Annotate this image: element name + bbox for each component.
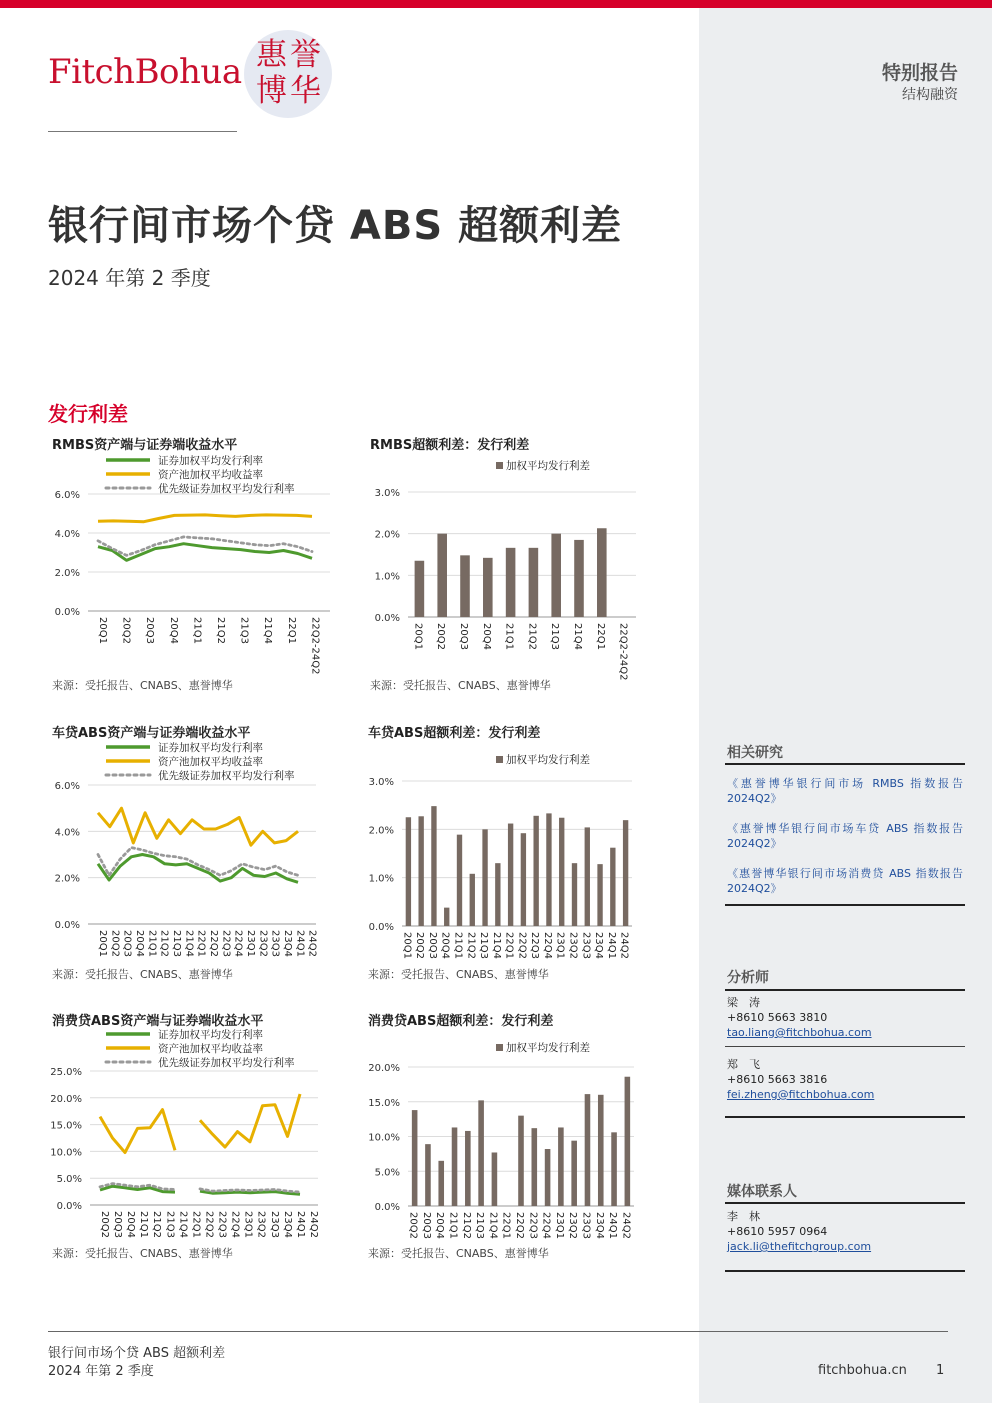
y-tick-label: 10.0% [50,1147,82,1159]
x-tick-label: 20Q4 [439,932,451,959]
sidebar-rule [725,904,965,906]
bar [585,827,590,926]
y-tick-label: 20.0% [368,1063,400,1074]
analyst-card [727,995,872,1040]
x-tick-label: 20Q2 [407,1212,419,1239]
legend-label: 加权平均发行利差 [506,460,590,472]
related-report-link[interactable]: 《惠誉博华银行间市场消费贷 ABS 指数报告 2024Q2》 [727,867,963,895]
analyst-name: 梁 涛 [727,996,760,1009]
y-tick-label: 10.0% [368,1132,400,1144]
y-tick-label: 0.0% [54,920,80,931]
sidebar-rule [725,1046,965,1047]
bar [551,534,561,617]
chart-consumer-spread [362,1030,662,1244]
x-tick-label: 21Q1 [138,1211,150,1238]
footer-title-line: 银行间市场个贷 ABS 超额利差 [48,1346,226,1361]
analysts-heading: 分析师 [727,970,769,986]
media-contact-name: 李 林 [727,1210,760,1223]
legend-label: 优先级证券加权平均发行利率 [158,1057,295,1069]
y-tick-label: 25.0% [50,1067,82,1078]
bar [470,874,475,926]
bar [598,1095,604,1206]
x-tick-label: 20Q2 [99,1211,110,1238]
legend-label: 加权平均发行利差 [506,1042,590,1054]
x-tick-label: 23Q1 [242,1211,254,1238]
legend-label: 资产池加权平均收益率 [158,756,263,768]
bar [438,1161,444,1206]
x-tick-label: 21Q4 [183,930,195,957]
x-tick-label: 22Q3 [220,930,232,957]
x-tick-label: 21Q4 [490,932,502,959]
x-tick-label: 20Q2 [435,623,447,650]
bar [457,835,462,926]
legend-swatch [496,756,503,763]
footer-title [48,1345,225,1381]
footer-period-line: 2024 年第 2 季度 [48,1364,154,1379]
y-tick-label: 5.0% [374,1167,400,1179]
x-tick-label: 21Q3 [171,930,182,957]
sidebar-rule [725,1116,965,1118]
bar [406,817,411,926]
legend-label: 加权平均发行利差 [506,754,590,766]
bar [532,1128,538,1206]
x-tick-label: 20Q3 [121,930,133,957]
chart-auto-spread [362,744,662,964]
media-contact-card [727,1209,871,1254]
x-tick-label: 23Q4 [593,932,605,959]
x-tick-label: 21Q2 [460,1212,472,1239]
x-tick-label: 20Q4 [125,1211,137,1238]
brand-seal [244,30,332,118]
x-tick-label: 24Q2 [620,1212,632,1239]
x-tick-label: 21Q1 [447,1212,459,1239]
bar [572,863,577,926]
x-tick-label: 21Q3 [164,1211,176,1238]
y-tick-label: 20.0% [50,1093,82,1105]
x-tick-label: 22Q1 [594,623,606,650]
x-tick-label: 20Q4 [434,1212,446,1239]
chart-title: RMBS超额利差：发行利差 [370,438,530,453]
x-tick-label: 20Q1 [97,930,108,957]
footer-rule [48,1331,948,1332]
legend-label: 优先级证券加权平均发行利率 [158,770,295,782]
bar [465,1131,471,1206]
x-tick-label: 22Q1 [500,1212,512,1239]
bar [558,1127,564,1206]
bar [625,1077,631,1206]
x-tick-label: 22Q3 [527,1212,539,1239]
x-tick-label: 21Q3 [549,623,561,650]
x-tick-label: 22Q2 [514,1212,525,1239]
x-tick-label: 23Q3 [580,1212,592,1239]
bar [460,555,470,617]
seal-char: 博 [256,73,287,109]
bar [518,1116,524,1206]
x-tick-label: 20Q4 [134,930,145,957]
chart-title: RMBS资产端与证券端收益水平 [52,438,238,453]
bar [611,1132,617,1206]
y-tick-label: 2.0% [54,873,80,885]
x-tick-label: 20Q3 [458,623,469,650]
series-line [100,1110,175,1153]
x-tick-label: 23Q4 [281,1211,293,1238]
y-tick-label: 0.0% [56,1201,82,1212]
sidebar-rule [725,989,965,991]
related-report-link[interactable]: 《惠誉博华银行间市场车贷 ABS 指数报告 2024Q2》 [727,822,963,850]
analyst-name: 郑 飞 [727,1058,760,1071]
x-tick-label: 23Q3 [580,932,592,959]
legend-label: 资产池加权平均收益率 [158,469,263,481]
series-line [98,544,312,561]
legend-swatch [496,462,503,469]
bar [452,1127,458,1206]
bar [597,864,602,926]
series-line [200,1189,300,1192]
bar [506,548,516,617]
bar [482,829,487,926]
x-tick-label: 21Q4 [262,617,274,644]
bar [623,820,628,926]
x-tick-label: 20Q3 [420,1212,432,1239]
x-tick-label: 23Q1 [554,932,566,959]
y-tick-label: 15.0% [50,1120,82,1132]
y-tick-label: 2.0% [368,825,394,837]
x-tick-label: 24Q2 [618,932,630,959]
report-type: 特别报告 [881,62,958,84]
bar [418,816,423,926]
legend-swatch [496,1044,503,1051]
y-tick-label: 5.0% [56,1174,82,1186]
bar [425,1144,431,1206]
y-tick-label: 0.0% [374,1202,400,1213]
bar [571,1141,577,1206]
x-tick-label: 21Q3 [474,1212,486,1239]
x-tick-label: 22Q4 [541,932,553,959]
y-tick-label: 0.0% [368,922,394,933]
bar [545,1149,551,1206]
chart-rmbs-yield [46,450,346,682]
bar [508,824,513,926]
y-tick-label: 0.0% [374,613,400,624]
bar [492,1152,498,1206]
bar [483,558,493,617]
chart-source: 来源：受托报告、CNABS、惠誉博华 [52,968,233,981]
bar [415,561,425,617]
analyst-phone: +8610 5663 3816 [727,1073,828,1086]
x-tick-label: 23Q2 [567,1212,579,1239]
y-tick-label: 1.0% [374,571,400,583]
chart-source: 来源：受托报告、CNABS、惠誉博华 [368,968,549,981]
seal-char: 惠 [256,37,287,73]
series-line [200,1094,300,1147]
legend-label: 证券加权平均发行利率 [158,1029,263,1041]
x-tick-label: 21Q4 [487,1212,499,1239]
x-tick-label: 21Q3 [238,617,250,644]
x-tick-label: 20Q3 [144,617,156,644]
media-contact-phone: +8610 5957 0964 [727,1225,828,1238]
x-tick-label: 22Q3 [529,932,541,959]
bar [597,528,607,617]
bar [495,863,500,926]
x-tick-label: 24Q1 [607,1212,619,1239]
logo-divider [48,131,237,132]
sidebar-rule [725,763,965,765]
x-tick-label: 20Q2 [414,932,426,959]
x-tick-label: 24Q2 [307,1211,319,1238]
x-tick-label: 21Q1 [146,930,158,957]
x-tick-label: 24Q1 [294,1211,306,1238]
bar [610,848,615,926]
x-tick-label: 24Q1 [605,932,617,959]
series-line [98,515,312,522]
x-tick-label: 23Q2 [255,1211,267,1238]
seal-char: 华 [290,73,321,109]
y-tick-label: 2.0% [54,568,80,579]
page-number: 1 [936,1363,945,1378]
x-tick-label: 23Q1 [245,930,256,957]
brand-logo: FitchBohua [48,52,242,92]
chart-consumer-yield [46,1026,346,1244]
page-title: 银行间市场个贷 ABS 超额利差 [48,203,623,249]
chart-title: 车贷ABS超额利差：发行利差 [368,726,541,741]
x-tick-label: 20Q3 [426,932,438,959]
x-tick-label: 21Q3 [478,932,490,959]
x-tick-label: 21Q2 [158,930,170,957]
chart-auto-yield [46,738,346,964]
bar [521,833,526,926]
y-tick-label: 15.0% [368,1097,400,1109]
page-subtitle: 2024 年第 2 季度 [48,266,211,290]
analyst-phone: +8610 5663 3810 [727,1011,828,1024]
y-tick-label: 3.0% [374,488,400,499]
analyst-email-link[interactable]: fei.zheng@fitchbohua.com [727,1088,875,1101]
x-tick-label: 21Q2 [151,1211,163,1238]
media-contact-heading: 媒体联系人 [727,1184,797,1200]
x-tick-label: 22Q2 [516,932,528,959]
x-tick-label: 23Q2 [257,930,269,957]
x-tick-label: 21Q2 [465,932,477,959]
x-tick-label: 20Q4 [480,623,492,650]
bar [585,1094,591,1206]
x-tick-label: 21Q4 [572,623,583,650]
x-tick-label: 23Q2 [567,932,579,959]
x-tick-label: 23Q1 [553,1212,565,1239]
sidebar-rule [725,1270,965,1272]
bar [444,908,449,926]
x-tick-label: 21Q1 [503,623,515,650]
legend-label: 资产池加权平均收益率 [158,1043,263,1055]
y-tick-label: 6.0% [54,781,80,792]
x-tick-label: 22Q1 [503,932,515,959]
chart-source: 来源：受托报告、CNABS、惠誉博华 [52,1247,233,1260]
x-tick-label: 22Q2 [203,1211,215,1238]
legend-label: 证券加权平均发行利率 [158,455,263,467]
chart-source: 来源：受托报告、CNABS、惠誉博华 [370,679,551,692]
y-tick-label: 0.0% [54,607,80,618]
y-tick-label: 4.0% [54,529,80,540]
x-tick-label: 20Q4 [167,617,179,644]
bar [529,548,539,617]
x-tick-label: 23Q4 [282,930,293,957]
top-accent-bar [0,0,992,8]
x-tick-label: 22Q1 [195,930,207,957]
x-tick-label: 21Q1 [452,932,464,959]
series-line [98,808,298,845]
bar [559,818,564,926]
bar [412,1110,418,1206]
sidebar-rule [725,1202,965,1204]
analyst-card [727,1057,874,1102]
x-tick-label: 23Q3 [269,930,281,957]
report-category: 结构融资 [902,87,958,103]
y-tick-label: 1.0% [368,873,394,885]
x-tick-label: 20Q3 [112,1211,124,1238]
bar [431,806,436,926]
x-tick-label: 20Q1 [97,617,108,644]
media-contact-email-link[interactable]: jack.li@thefitchgroup.com [727,1240,872,1253]
x-tick-label: 22Q2 [208,930,219,957]
chart-source: 来源：受托报告、CNABS、惠誉博华 [368,1247,549,1260]
x-tick-label: 22Q4 [232,930,244,957]
related-research-heading: 相关研究 [727,745,783,761]
legend-label: 优先级证券加权平均发行利率 [158,483,295,495]
x-tick-label: 20Q1 [401,932,413,959]
x-tick-label: 21Q2 [526,623,538,650]
bar [437,534,447,617]
bar [478,1100,484,1206]
seal-char: 誉 [290,37,321,73]
x-tick-label: 22Q4 [229,1211,241,1238]
x-tick-label: 23Q4 [593,1212,605,1239]
bar [546,813,551,926]
x-tick-label: 22Q2-24Q2 [309,617,321,675]
x-tick-label: 22Q1 [285,617,297,644]
x-tick-label: 22Q3 [216,1211,228,1238]
x-tick-label: 20Q2 [120,617,132,644]
bar [574,540,584,617]
x-tick-label: 24Q1 [294,930,306,957]
x-tick-label: 21Q2 [215,617,226,644]
chart-title: 消费贷ABS资产端与证券端收益水平 [52,1014,264,1029]
y-tick-label: 3.0% [368,777,394,788]
y-tick-label: 6.0% [54,490,80,501]
section-title: 发行利差 [48,402,128,426]
bar [533,816,538,926]
x-tick-label: 24Q2 [306,930,318,957]
x-tick-label: 20Q1 [412,623,424,650]
y-tick-label: 4.0% [54,827,80,839]
x-tick-label: 20Q2 [109,930,121,957]
x-tick-label: 22Q1 [190,1211,202,1238]
legend-label: 证券加权平均发行利率 [158,742,263,754]
x-tick-label: 21Q1 [191,617,203,644]
x-tick-label: 23Q3 [268,1211,280,1238]
chart-source: 来源：受托报告、CNABS、惠誉博华 [52,679,233,692]
analyst-email-link[interactable]: tao.liang@fitchbohua.com [727,1026,872,1039]
chart-title: 车贷ABS资产端与证券端收益水平 [52,726,251,741]
x-tick-label: 21Q4 [177,1211,189,1238]
related-report-link[interactable]: 《惠誉博华银行间市场 RMBS 指数报告 2024Q2》 [727,777,963,805]
x-tick-label: 22Q2-24Q2 [617,623,629,681]
chart-title: 消费贷ABS超额利差：发行利差 [368,1014,554,1029]
y-tick-label: 2.0% [374,529,400,541]
chart-rmbs-spread [362,450,662,688]
footer-website[interactable]: fitchbohua.cn [818,1363,907,1378]
x-tick-label: 22Q4 [540,1212,552,1239]
